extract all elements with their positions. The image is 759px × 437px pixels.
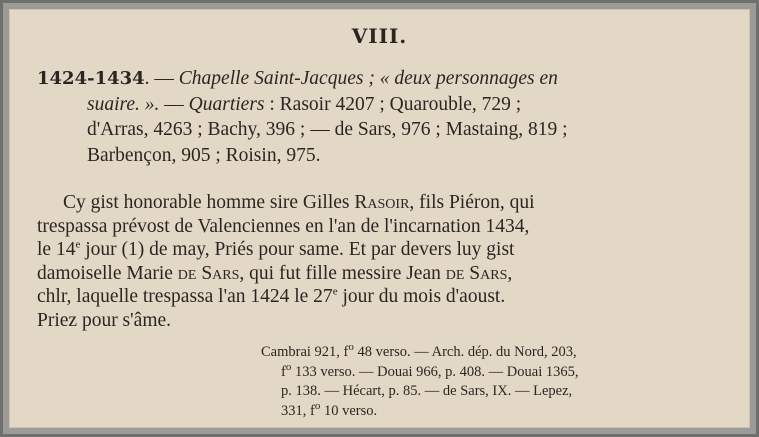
epitaph-line-3: le 14e jour (1) de may, Priés pour same. Et par devers luy gist [37, 238, 515, 261]
reference-line-2: $f^o$ 133 verso. — Douai 966, p. 408. — Douai 1365, [281, 360, 579, 380]
entry-dates: 1424-1434 [37, 68, 145, 89]
epitaph-text [37, 191, 737, 333]
reference-line-4: 331, $f^o$ 10 verso. [281, 399, 378, 419]
entry-description [37, 66, 737, 168]
reference-line-1: Cambrai 921, $f^o$ 48 verso. — Arch. dép. du Nord, 203, [261, 341, 577, 360]
entry-location: Chapelle Saint-Jacques ; « deux personnages en [178, 68, 558, 89]
epitaph-line-1: Cy gist honorable homme sire Gilles Rasoir, fils Piéron, qui [63, 192, 535, 213]
epitaph-line-4: damoiselle Marie de Sars, qui fut fille messire Jean de Sars, [37, 262, 513, 284]
entry-line-4: Barbençon, 905 ; Roisin, 975. [87, 144, 321, 166]
section-heading: VIII. [351, 24, 408, 48]
epitaph-line-2: trespassa prévost de Valenciennes en l'an de l'incarnation 1434, [37, 215, 530, 237]
document-page [9, 9, 750, 428]
entry-line-1: 1424-1434. — Chapelle Saint-Jacques ; « deux personnages en [37, 68, 558, 89]
entry-line-2: suaire. ». — Quartiers : Rasoir 4207 ; Quarouble, 729 ; [87, 93, 522, 115]
reference-line-3: p. 138. — Hécart, p. 85. — de Sars, IX. — Lepez, [281, 383, 573, 399]
epitaph-line-6: Priez pour s'âme. [37, 309, 172, 331]
epitaph-line-5: chlr, laquelle trespassa l'an 1424 le 27e jour du mois d'aoust. [37, 285, 506, 308]
source-references [261, 343, 731, 421]
entry-line-3: d'Arras, 4263 ; Bachy, 396 ; — de Sars, 976 ; Mastaing, 819 ; [87, 119, 568, 140]
